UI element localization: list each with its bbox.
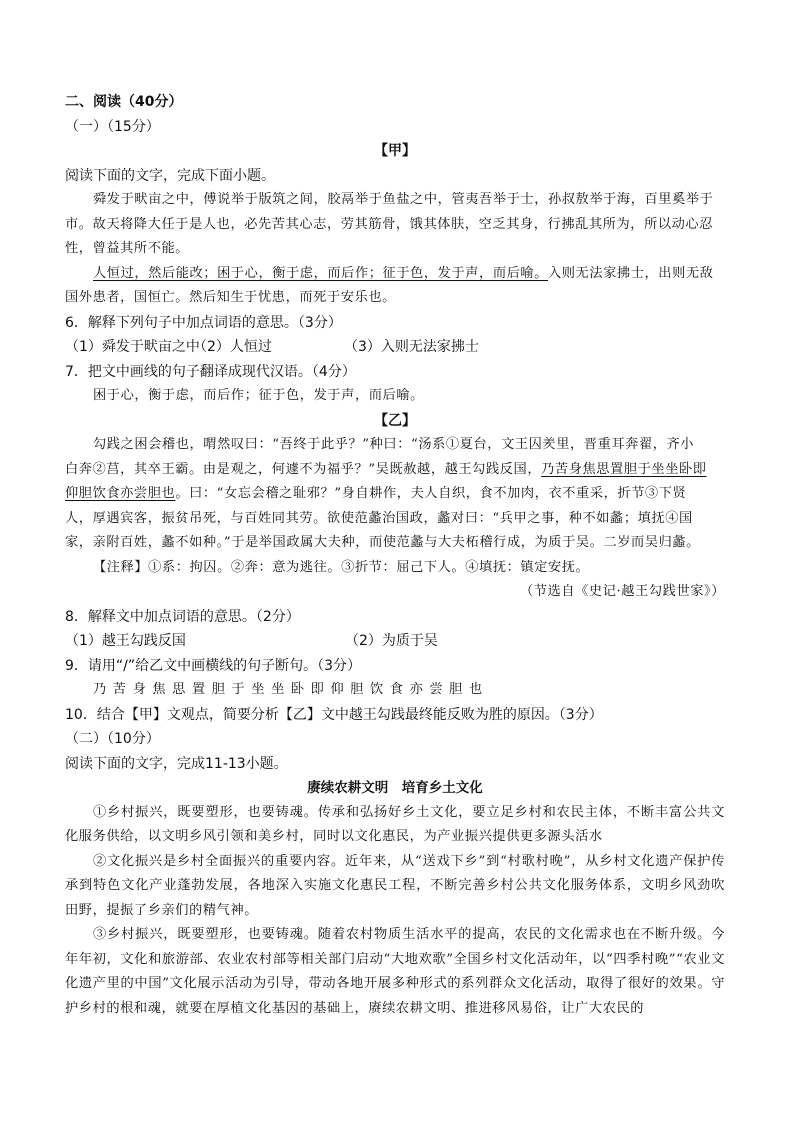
article-paragraph-2: ②文化振兴是乡村全面振兴的重要内容。近年来，从“送戏下乡”到“村歌村晚”，从乡村文化遗产保护传承到特色文化产业蓬勃发展，各地深入实施文化惠民工程，不断完善乡村公共文化服务体系，文明乡风劲吹田野，提振了乡亲们的精气神。 [65,853,725,918]
jia-p1-line3: 性，曾益其所不能。 [65,241,190,256]
q8-item-1: （1）越王勾践反国 [65,633,186,649]
q7-sentence: 困于心，衡于虑，而后作；征于色，发于声，而后喻。 [93,388,424,403]
yi-note: 【注释】①系：拘囚。②奔：意为逃往。③折节：屈己下人。④填抚：镇定安抚。 [93,559,590,575]
jia-p1-line1: 舜发于畎亩之中，傅说举于版筑之间，胶鬲举于鱼盐之中，管夷吾举于士，孙叔敖举于海，百里奚举于 [93,192,714,207]
jia-p2-rest: 入则无法家拂士，出则无敌 [547,265,714,281]
jia-underlined-sentence: 人恒过，然后能改；困于心，衡于虑，而后作；征于色，发于声，而后喻。 [93,265,548,281]
yi-line3 [65,482,725,507]
q9-stem: 9．请用“/”给乙文中画横线的句子断句。（3分） [65,657,362,674]
yi-title: 【乙】 [374,412,416,429]
jia-p2-line2: 国外患者，国恒亡。然后知生于忧患，而死于安乐也。 [65,290,396,305]
q6-item-3: （3）入则无法家拂士 [344,339,479,355]
yi-line3-rest: 。曰：“女忘会稽之耻邪？”身自耕作，夫人自织，食不加肉，衣不重采，折节③下贤 [175,486,687,501]
section-title: 二、阅读（40分） [65,94,183,110]
jia-title: 【甲】 [374,143,416,159]
yi-underlined-part2: 仰胆饮食亦尝胆也 [65,486,176,501]
jia-p1-line2: 市。故天将降大任于是人也，必先苦其心志，劳其筋骨，饿其体肤，空乏其身，行拂乱其所为，所以动心忍 [65,216,714,232]
q6-stem: 6．解释下列句子中加点词语的意思。（3分） [65,314,342,331]
yi-source: （节选自《史记·越王勾践世家》） [519,584,725,599]
yi-line5: 家，亲附百姓，蠡不如种。”于是举国政属大夫种，而使范蠡与大夫柘稽行成，为质于吴。二岁而吴归蠡。 [65,535,700,550]
q10-stem: 10．结合【甲】文观点，简要分析【乙】文中越王勾践最终能反败为胜的原因。（3分） [65,706,603,723]
part2-instruction: 阅读下面的文字，完成11-13小题。 [65,755,288,772]
part1-instruction: 阅读下面的文字，完成下面小题。 [65,167,275,184]
article-paragraph-3: ③乡村振兴，既要塑形，也要铸魂。随着农村物质生活水平的提高，农民的文化需求也在不断升级。今年年初，文化和旅游部、农业农村部等相关部门启动“大地欢歌”全国乡村文化活动年，以“四季村晚”“农业文化遗产里的中国”文化展示活动为引导，带动各地开展多种形式的系列群众文化活动，取得了很好的效果。守护乡村的根和魂，就要在厚植文化基因的基础上，赓续农耕文明、推进移风易俗，让广大农民的 [65,927,725,1016]
q6-item-1: （1）舜发于畎亩之中 [65,339,200,355]
yi-line2 [65,458,725,483]
q6-item-2: （2）人恒过 [193,339,272,355]
page-content [65,90,725,1021]
part1-header: （一）（15分） [65,118,160,135]
q9-sentence: 乃苦身焦思置胆于坐坐卧即仰胆饮食亦尝胆也 [93,682,489,697]
yi-line4: 人，厚遇宾客，振贫吊死，与百姓同其劳。欲使范蠡治国政，蠡对曰：“兵甲之事，种不如蠡；填抚④国 [65,510,693,526]
part2-header: （二）（10分） [65,731,160,747]
yi-line2-text: 白奔②莒，其卒王霸。由是观之，何遽不为福乎？”吴既赦越，越王勾践反国， [65,461,542,477]
q8-items [65,629,725,654]
q8-item-2: （2）为质于吴 [345,633,438,649]
article-paragraph-1: ①乡村振兴，既要塑形，也要铸魂。传承和弘扬好乡土文化，要立足乡村和农民主体，不断丰富公共文化服务供给，以文明乡风引领和美乡村，同时以文化惠民，为产业振兴提供更多源头活水 [65,804,725,844]
article-title: 赓续农耕文明 培育乡土文化 [307,780,483,796]
jia-p2-line1 [65,262,725,287]
q8-stem: 8．解释文中加点词语的意思。（2分） [65,608,300,625]
q6-items [65,335,725,360]
yi-line1: 勾践之困会稽也，喟然叹曰：“吾终于此乎？”种曰：“汤系①夏台，文王囚羑里，晋重耳奔翟，齐小 [93,437,695,452]
q7-stem: 7．把文中画线的句子翻译成现代汉语。（4分） [65,363,356,380]
yi-underlined-part1: 乃苦身焦思置胆于坐坐卧即 [541,461,707,477]
